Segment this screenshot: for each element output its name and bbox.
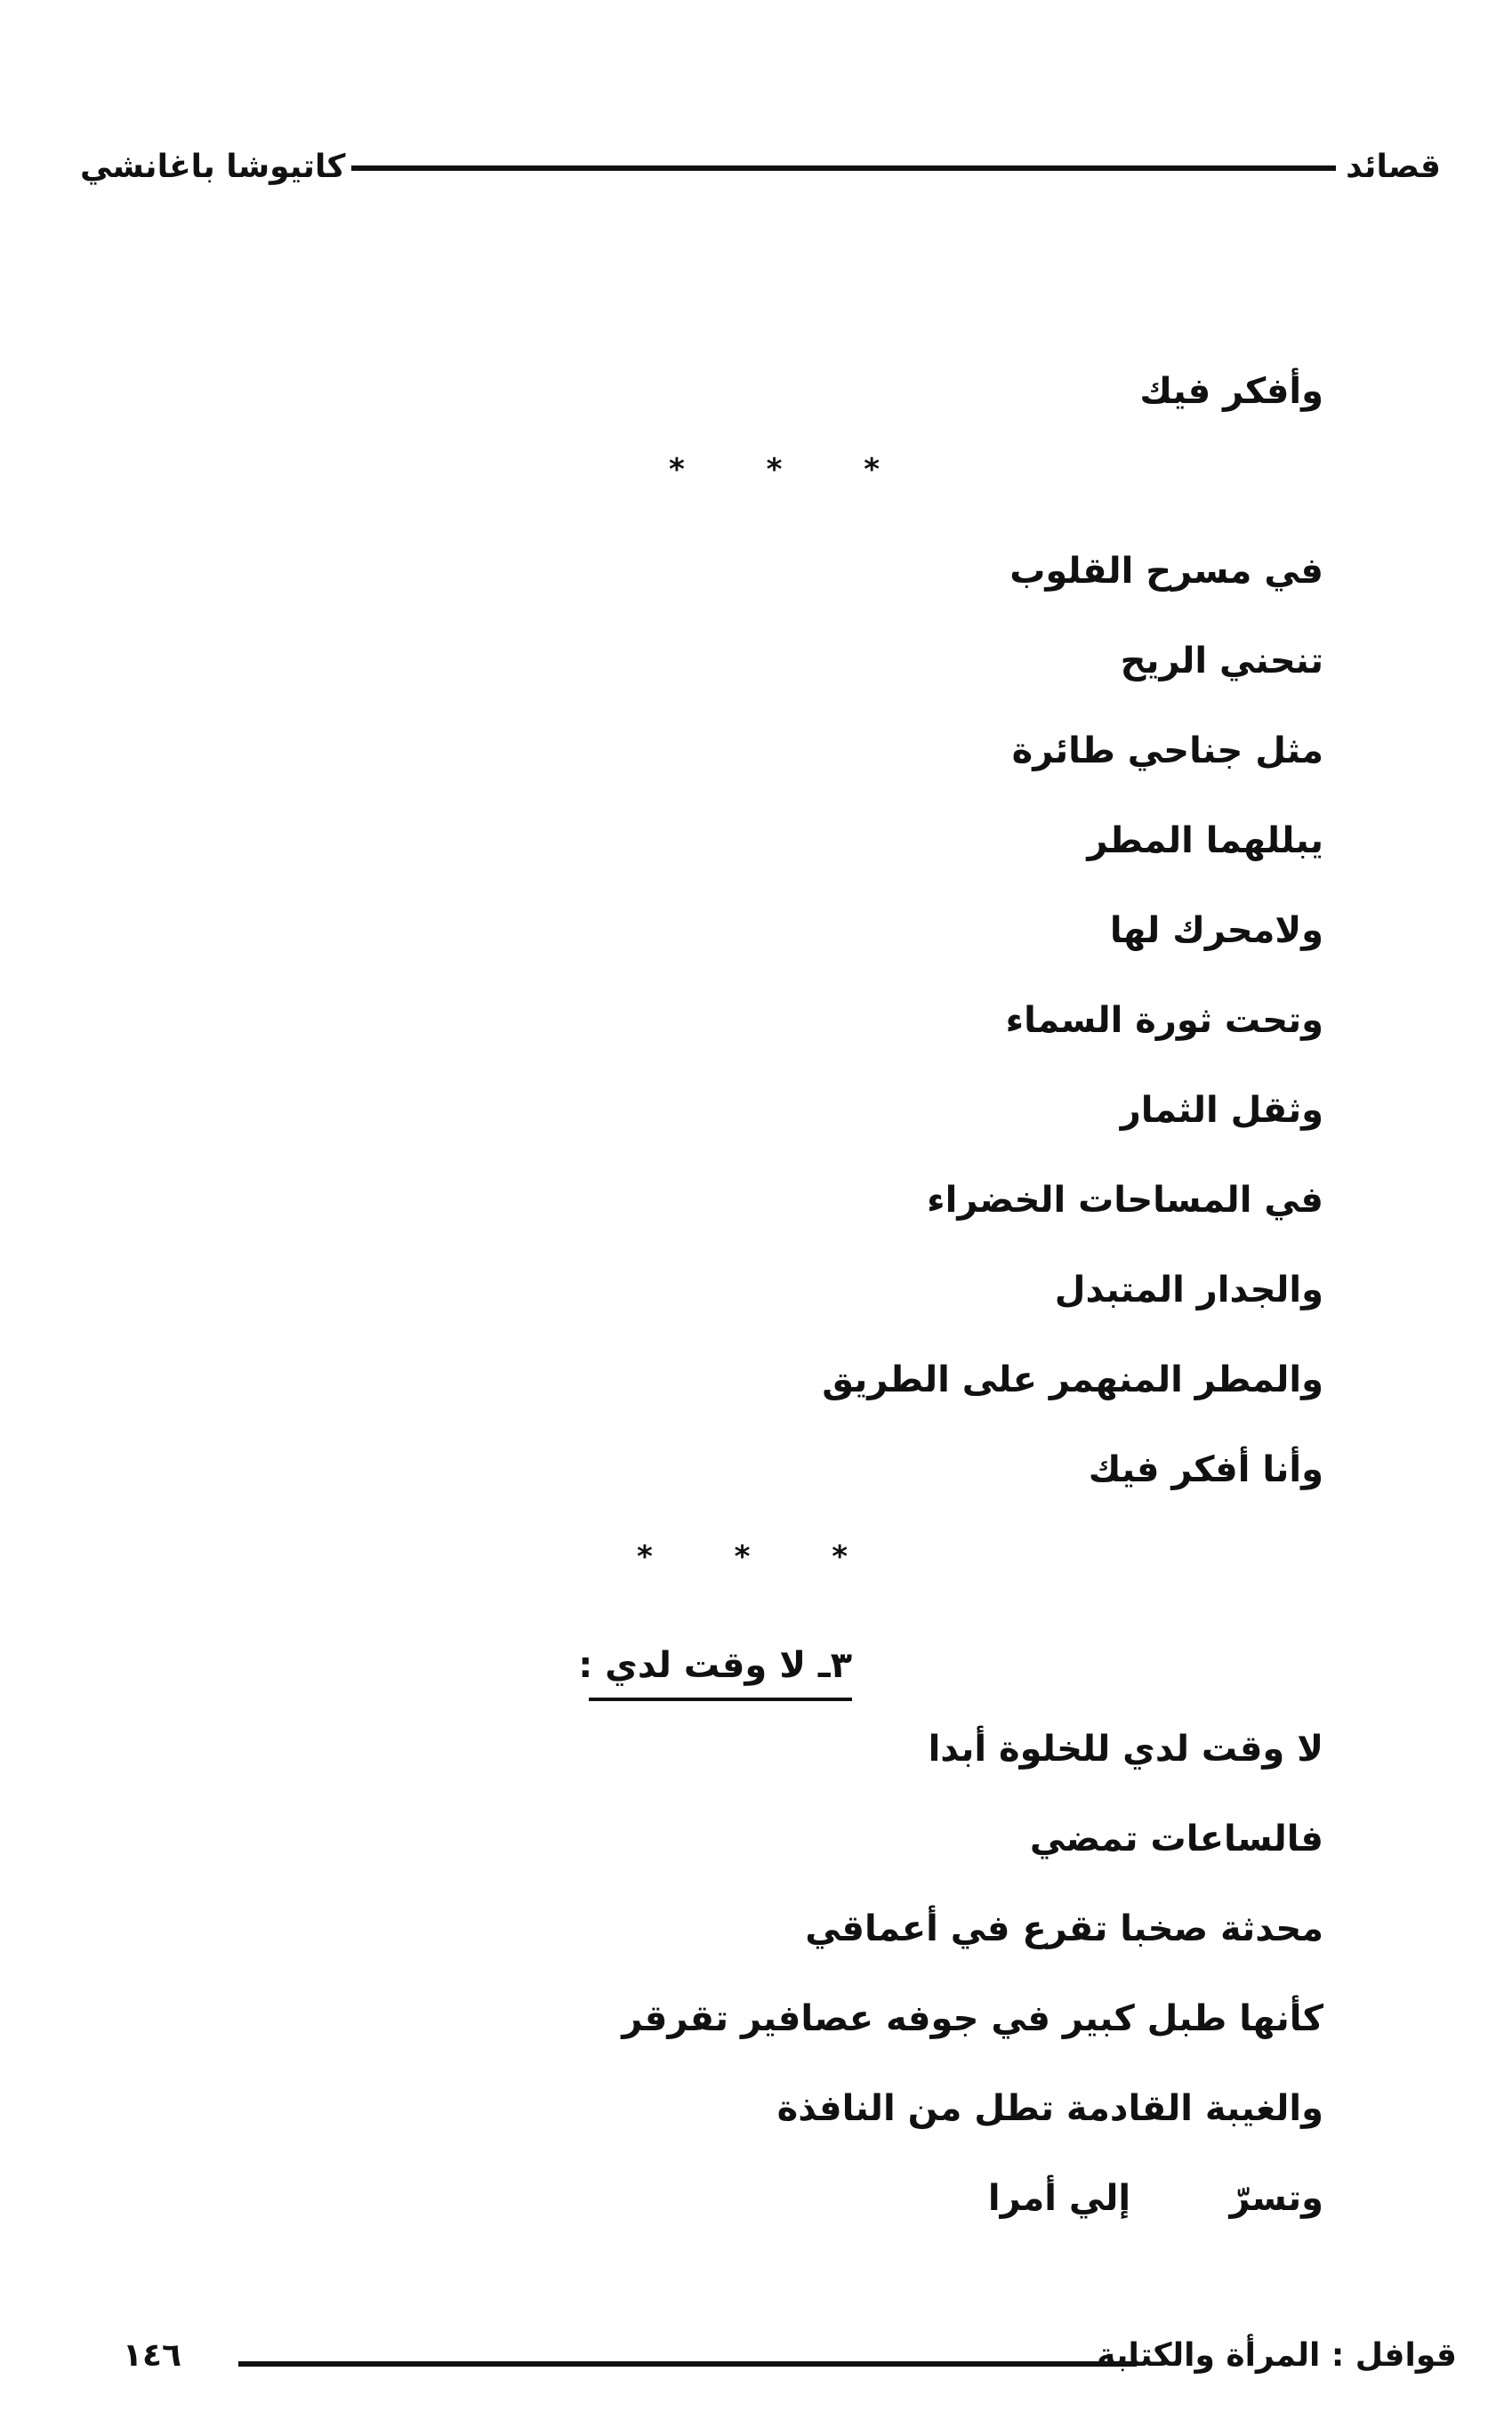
header-author: كاتيوشا باغانشي: [80, 149, 346, 185]
header-section: قصائد: [1346, 149, 1441, 185]
poem-line: كأنها طبل كبير في جوفه عصافير تقرقر: [622, 1998, 1323, 2039]
poem-line: والغيبة القادمة تطل من النافذة: [776, 2088, 1323, 2129]
poem-line: فالساعات تمضي: [1029, 1819, 1323, 1859]
poem-line: والمطر المنهمر على الطريق: [822, 1359, 1323, 1400]
page-footer: [123, 2331, 1457, 2384]
poem-line: محدثة صخبا تقرع في أعماقي: [805, 1908, 1323, 1949]
section-title: ٣ـ لا وقت لدي :: [589, 1639, 852, 1701]
page-number: ١٤٦: [123, 2337, 181, 2374]
poem-line: لا وقت لدي للخلوة أبدا: [928, 1729, 1323, 1770]
poem-line: وأفكر فيك: [1139, 371, 1323, 412]
poem-line: مثل جناحي طائرة: [1011, 730, 1323, 771]
poem-line: يبللهما المطر: [1087, 820, 1323, 861]
stars-separator-2: * * *: [637, 1539, 884, 1575]
footer-journal: قوافل : المرأة والكتابة: [1097, 2337, 1457, 2374]
poem-line: تنحني الريح: [1120, 641, 1323, 682]
poem-line: وثقل الثمار: [1120, 1090, 1323, 1131]
stars-separator-1: * * *: [669, 452, 916, 488]
poem-line: وتحت ثورة السماء: [1005, 1000, 1323, 1041]
poem-line: في مسرح القلوب: [1009, 551, 1323, 592]
poem-line: وأنا أفكر فيك: [1088, 1449, 1323, 1490]
header-rule: [351, 165, 1336, 171]
poem-line: والجدار المتبدل: [1054, 1270, 1323, 1311]
poem-line: وتسرّ إلي أمرا: [987, 2178, 1323, 2219]
poem-line: في المساحات الخضراء: [927, 1180, 1323, 1221]
page-header: [80, 142, 1441, 196]
footer-rule: [238, 2361, 1137, 2367]
poem-line: ولامحرك لها: [1109, 910, 1323, 951]
